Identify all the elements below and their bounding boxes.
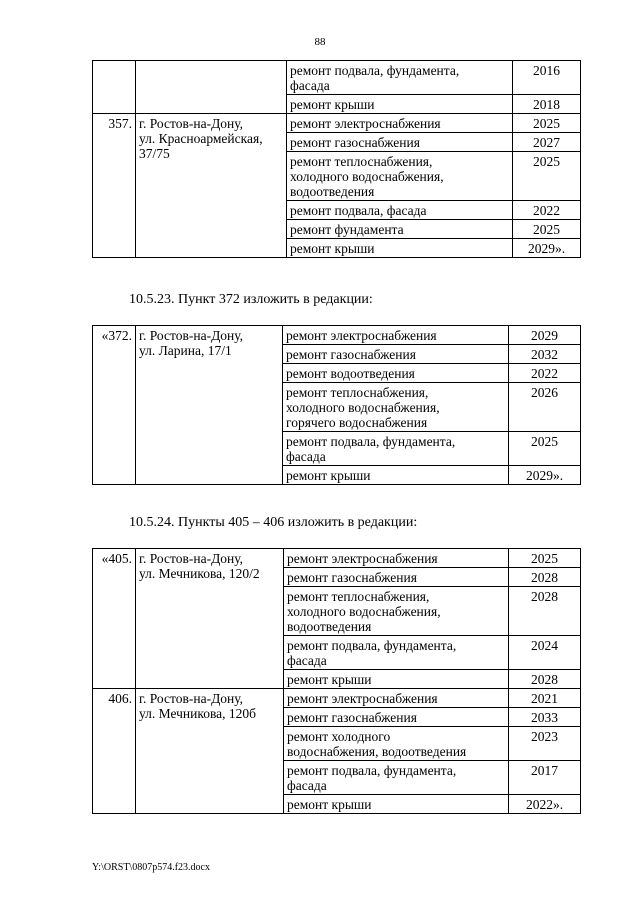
- year-cell: 2029».: [509, 466, 581, 485]
- work-cell: [284, 795, 509, 814]
- work-line: ремонт подвала, фундамента,: [287, 763, 457, 778]
- work-cell: [287, 95, 513, 114]
- work-line: водоотведения: [290, 184, 375, 199]
- work-cell: [284, 761, 509, 795]
- year-cell: 2018: [513, 95, 581, 114]
- work-line: ремонт электроснабжения: [290, 116, 441, 131]
- work-cell: [283, 383, 509, 432]
- work-line: ремонт крыши: [287, 672, 372, 687]
- table-row: [93, 549, 581, 568]
- work-cell: [283, 466, 509, 485]
- work-line: ремонт фундамента: [290, 222, 404, 237]
- year-cell: 2028: [509, 568, 581, 587]
- work-line: ремонт крыши: [290, 97, 375, 112]
- work-line: водоснабжения, водоотведения: [287, 744, 467, 759]
- work-line: холодного водоснабжения,: [287, 604, 441, 619]
- work-cell: [284, 549, 509, 568]
- work-line: ремонт теплоснабжения,: [290, 154, 433, 169]
- year-cell: 2032: [509, 345, 581, 364]
- table-row: [93, 689, 581, 708]
- table-row: [93, 326, 581, 345]
- address-cell: [136, 689, 284, 814]
- work-line: ремонт газоснабжения: [287, 570, 417, 585]
- year-cell: 2016: [513, 61, 581, 95]
- item-number: 406.: [93, 689, 136, 814]
- work-line: ремонт крыши: [287, 797, 372, 812]
- footer-file-path: Y:\ORST\0807p574.f23.docx: [92, 862, 210, 873]
- year-cell: 2025: [509, 549, 581, 568]
- item-number: «405.: [93, 549, 136, 689]
- year-cell: 2025: [513, 220, 581, 239]
- work-cell: [284, 636, 509, 670]
- work-cell: [283, 364, 509, 383]
- work-line: ремонт электроснабжения: [287, 551, 438, 566]
- address-line: г. Ростов-на-Дону,: [139, 328, 244, 343]
- year-cell: 2025: [513, 114, 581, 133]
- year-cell: 2021: [509, 689, 581, 708]
- work-line: ремонт электроснабжения: [287, 691, 438, 706]
- work-line: ремонт подвала, фундамента,: [287, 638, 457, 653]
- year-cell: 2022: [513, 201, 581, 220]
- address-line: г. Ростов-на-Дону,: [139, 551, 244, 566]
- year-cell: 2017: [509, 761, 581, 795]
- work-line: ремонт холодного: [287, 729, 391, 744]
- work-line: ремонт теплоснабжения,: [287, 589, 430, 604]
- work-line: фасада: [286, 449, 326, 464]
- work-cell: [283, 326, 509, 345]
- year-cell: 2023: [509, 727, 581, 761]
- work-cell: [284, 708, 509, 727]
- table-items-405-406: [92, 548, 581, 814]
- address-line: ул. Мечникова, 120/2: [139, 566, 260, 581]
- work-cell: [287, 133, 513, 152]
- year-cell: 2025: [513, 152, 581, 201]
- work-line: ремонт крыши: [290, 241, 375, 256]
- year-cell: 2028: [509, 670, 581, 689]
- work-cell: [287, 114, 513, 133]
- work-cell: [284, 689, 509, 708]
- work-cell: [287, 61, 513, 95]
- work-line: ремонт крыши: [286, 468, 371, 483]
- address-line: 37/75: [139, 146, 170, 161]
- work-cell: [284, 587, 509, 636]
- work-line: ремонт водоотведения: [286, 366, 415, 381]
- year-cell: 2029: [509, 326, 581, 345]
- address-line: ул. Красноармейская,: [139, 131, 263, 146]
- year-cell: 2033: [509, 708, 581, 727]
- address-cell: [136, 549, 284, 689]
- table-row: [93, 61, 581, 95]
- work-line: ремонт газоснабжения: [286, 347, 416, 362]
- year-cell: 2026: [509, 383, 581, 432]
- work-line: фасада: [290, 78, 330, 93]
- address-line: г. Ростов-на-Дону,: [139, 691, 244, 706]
- work-cell: [283, 432, 509, 466]
- work-line: ремонт электроснабжения: [286, 328, 437, 343]
- address-cell: [136, 61, 287, 114]
- table-item-372: [92, 325, 581, 485]
- work-cell: [287, 152, 513, 201]
- work-line: горячего водоснабжения: [286, 415, 428, 430]
- work-line: ремонт теплоснабжения,: [286, 385, 429, 400]
- work-line: фасада: [287, 653, 327, 668]
- work-cell: [284, 568, 509, 587]
- address-line: ул. Мечникова, 120б: [139, 706, 257, 721]
- work-cell: [287, 220, 513, 239]
- year-cell: 2028: [509, 587, 581, 636]
- table-row: [93, 114, 581, 133]
- table-continued-357: [92, 60, 581, 258]
- paragraph-10-5-23: 10.5.23. Пункт 372 изложить в редакции:: [129, 292, 373, 307]
- work-cell: [287, 201, 513, 220]
- year-cell: 2029».: [513, 239, 581, 258]
- work-cell: [287, 239, 513, 258]
- year-cell: 2027: [513, 133, 581, 152]
- work-line: водоотведения: [287, 619, 372, 634]
- work-line: ремонт подвала, фасада: [290, 203, 427, 218]
- year-cell: 2024: [509, 636, 581, 670]
- address-line: ул. Ларина, 17/1: [139, 343, 232, 358]
- item-number: «372.: [93, 326, 136, 485]
- work-line: холодного водоснабжения,: [290, 169, 444, 184]
- work-line: ремонт газоснабжения: [290, 135, 420, 150]
- page-number: 88: [314, 36, 326, 48]
- item-number: 357.: [93, 114, 136, 258]
- paragraph-10-5-24: 10.5.24. Пункты 405 – 406 изложить в редакции:: [129, 515, 418, 530]
- work-line: ремонт подвала, фундамента,: [286, 434, 456, 449]
- work-cell: [284, 670, 509, 689]
- work-cell: [284, 727, 509, 761]
- work-line: ремонт газоснабжения: [287, 710, 417, 725]
- year-cell: 2022».: [509, 795, 581, 814]
- address-cell: [136, 114, 287, 258]
- year-cell: 2022: [509, 364, 581, 383]
- item-number: [93, 61, 136, 114]
- address-line: г. Ростов-на-Дону,: [139, 116, 244, 131]
- address-cell: [136, 326, 283, 485]
- work-line: фасада: [287, 778, 327, 793]
- work-cell: [283, 345, 509, 364]
- work-line: ремонт подвала, фундамента,: [290, 63, 460, 78]
- year-cell: 2025: [509, 432, 581, 466]
- work-line: холодного водоснабжения,: [286, 400, 440, 415]
